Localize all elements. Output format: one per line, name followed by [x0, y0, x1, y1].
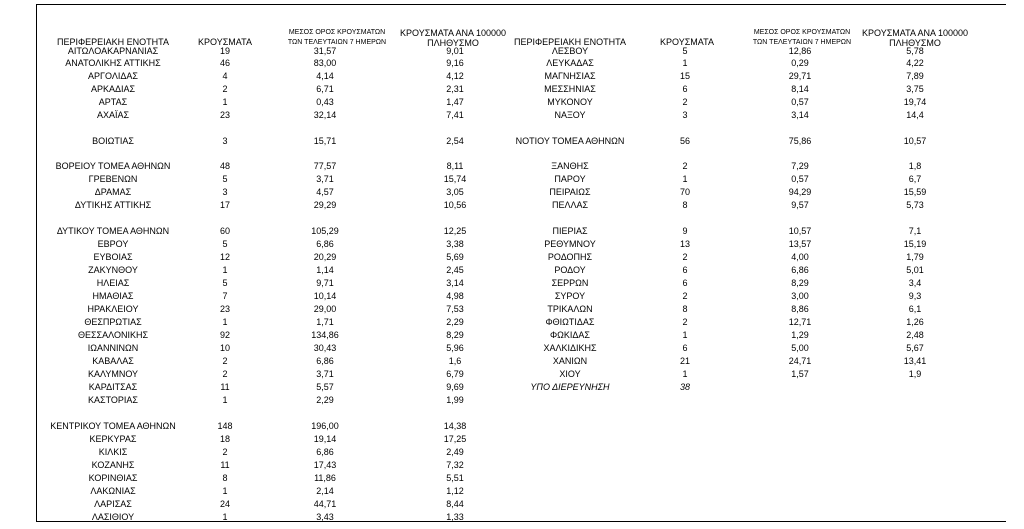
cell-avg: 31,57 — [313, 46, 337, 56]
cell-cases: 92 — [219, 330, 230, 340]
cell-cases: 15 — [679, 71, 690, 81]
header-per100k-left: ΚΡΟΥΣΜΑΤΑ ΑΝΑ 100000 ΠΛΗΘΥΣΜΟ — [400, 28, 506, 48]
cell-avg: 12,71 — [788, 317, 812, 327]
cell-per100k: 7,89 — [906, 71, 924, 81]
cell-cases: 2 — [682, 97, 688, 107]
cell-avg: 6,86 — [316, 447, 334, 457]
cell-name: ΚΑΣΤΟΡΙΑΣ — [88, 395, 138, 405]
header-per100k-right: ΚΡΟΥΣΜΑΤΑ ΑΝΑ 100000 ΠΛΗΘΥΣΜΟ — [862, 28, 968, 48]
cell-per100k: 15,74 — [443, 174, 467, 184]
cell-avg: 11,86 — [314, 473, 336, 483]
cell-avg: 4,57 — [316, 187, 334, 197]
cell-cases: 3 — [222, 136, 228, 146]
cell-avg: 94,29 — [788, 187, 812, 197]
cell-avg: 1,57 — [791, 369, 809, 379]
cell-per100k: 14,38 — [443, 421, 467, 431]
cell-name: ΧΑΛΚΙΔΙΚΗΣ — [543, 343, 597, 353]
cell-name: ΠΙΕΡΙΑΣ — [552, 226, 588, 236]
cell-per100k: 15,59 — [903, 187, 927, 197]
cell-name: ΚΟΡΙΝΘΙΑΣ — [88, 473, 138, 483]
cell-avg: 5,00 — [791, 343, 809, 353]
cell-name: ΣΥΡΟΥ — [554, 291, 586, 301]
cell-avg: 1,14 — [316, 265, 334, 275]
cell-avg: 9,57 — [791, 200, 809, 210]
cell-cases: 48 — [219, 161, 230, 171]
cell-cases: 56 — [679, 136, 690, 146]
cell-cases: 24 — [219, 499, 230, 509]
cell-cases: 1 — [682, 58, 688, 68]
cell-per100k: 17,25 — [443, 434, 467, 444]
cell-per100k: 3,4 — [908, 278, 922, 288]
cell-name: ΚΟΖΑΝΗΣ — [91, 460, 135, 470]
header-cases-left: ΚΡΟΥΣΜΑΤΑ — [198, 37, 252, 47]
cell-per100k: 7,1 — [908, 226, 922, 236]
cell-per100k: 5,78 — [906, 46, 924, 56]
cell-cases: 11 — [220, 382, 230, 392]
cell-cases: 2 — [682, 252, 688, 262]
cell-name: ΦΘΙΩΤΙΔΑΣ — [545, 317, 595, 327]
cell-avg: 3,14 — [791, 110, 809, 120]
cell-avg: 10,14 — [313, 291, 337, 301]
cell-cases: 23 — [219, 110, 230, 120]
cell-avg: 24,71 — [788, 356, 812, 366]
cell-avg: 44,71 — [313, 499, 337, 509]
cell-name: ΚΑΡΔΙΤΣΑΣ — [88, 382, 138, 392]
cell-per100k: 5,73 — [906, 200, 924, 210]
cell-cases: 8 — [682, 304, 688, 314]
cell-per100k: 1,99 — [446, 395, 464, 405]
cell-avg: 12,86 — [788, 46, 812, 56]
cell-cases: 1 — [222, 486, 228, 496]
header-region-right: ΠΕΡΙΦΕΡΕΙΑΚΗ ΕΝΟΤΗΤΑ — [513, 37, 627, 47]
cell-cases: 8 — [222, 473, 228, 483]
cell-per100k: 6,7 — [908, 174, 922, 184]
cell-cases: 3 — [682, 110, 688, 120]
cell-avg: 7,29 — [791, 161, 809, 171]
cell-name: ΑΡΚΑΔΙΑΣ — [90, 84, 136, 94]
cell-per100k: 3,38 — [446, 239, 464, 249]
cell-per100k: 8,11 — [446, 161, 464, 171]
cell-cases: 6 — [682, 84, 688, 94]
cell-name: ΤΡΙΚΑΛΩΝ — [547, 304, 593, 314]
cell-per100k: 9,3 — [908, 291, 922, 301]
cell-cases: 1 — [682, 174, 688, 184]
cell-per100k: 7,41 — [446, 110, 464, 120]
cell-avg: 3,71 — [316, 369, 334, 379]
cell-avg: 5,57 — [316, 382, 334, 392]
cell-avg: 6,86 — [316, 356, 334, 366]
cell-name: ΡΟΔΟΠΗΣ — [547, 252, 593, 262]
cell-per100k: 2,49 — [446, 447, 464, 457]
cell-avg: 30,43 — [313, 343, 337, 353]
cell-per100k: 5,01 — [906, 265, 924, 275]
cell-name: ΛΑΣΙΘΙΟΥ — [91, 512, 135, 522]
cell-name: ΑΝΑΤΟΛΙΚΗΣ ΑΤΤΙΚΗΣ — [65, 58, 161, 68]
cell-cases: 5 — [222, 239, 228, 249]
cell-avg: 2,29 — [316, 395, 334, 405]
cell-cases: 6 — [682, 278, 688, 288]
cell-avg: 32,14 — [313, 110, 337, 120]
cell-avg: 6,86 — [791, 265, 809, 275]
cell-per100k: 4,98 — [446, 291, 464, 301]
cell-per100k: 1,33 — [446, 512, 464, 522]
cell-name: ΣΕΡΡΩΝ — [551, 278, 589, 288]
cell-name: ΙΩΑΝΝΙΝΩΝ — [87, 343, 139, 353]
cell-per100k: 9,69 — [446, 382, 464, 392]
cell-cases: 6 — [682, 343, 688, 353]
cell-per100k: 1,47 — [446, 97, 464, 107]
cell-avg: 75,86 — [788, 136, 812, 146]
cell-cases: 2 — [222, 356, 228, 366]
cell-name: ΔΡΑΜΑΣ — [94, 187, 132, 197]
cell-name: ΜΕΣΣΗΝΙΑΣ — [544, 84, 596, 94]
cell-avg: 13,57 — [788, 239, 812, 249]
cell-per100k: 12,25 — [443, 226, 467, 236]
cell-name: ΔΥΤΙΚΗΣ ΑΤΤΙΚΗΣ — [74, 200, 152, 210]
cell-avg: 105,29 — [311, 226, 339, 236]
cell-per100k: 2,54 — [446, 136, 464, 146]
cell-per100k: 6,1 — [908, 304, 922, 314]
cell-avg: 196,00 — [311, 421, 339, 431]
cell-cases: 17 — [219, 200, 230, 210]
cell-per100k: 14,4 — [906, 110, 924, 120]
cell-avg: 3,00 — [791, 291, 809, 301]
cell-name: ΒΟΡΕΙΟΥ ΤΟΜΕΑ ΑΘΗΝΩΝ — [55, 161, 171, 171]
cell-name: ΞΑΝΘΗΣ — [551, 161, 589, 171]
cell-cases: 9 — [682, 226, 688, 236]
cell-cases: 12 — [219, 252, 230, 262]
cell-cases: 13 — [679, 239, 690, 249]
cell-name: ΠΕΛΛΑΣ — [551, 200, 589, 210]
cell-avg: 83,00 — [313, 58, 337, 68]
cell-name: ΑΡΓΟΛΙΔΑΣ — [88, 71, 138, 81]
cell-cases: 8 — [682, 200, 688, 210]
cell-cases: 2 — [682, 317, 688, 327]
cell-name: ΡΟΔΟΥ — [554, 265, 586, 275]
cell-per100k: 6,79 — [446, 369, 464, 379]
cell-avg: 29,00 — [313, 304, 337, 314]
cell-avg: 8,86 — [791, 304, 809, 314]
cell-per100k: 10,57 — [903, 136, 927, 146]
cell-name: ΚΕΝΤΡΙΚΟΥ ΤΟΜΕΑ ΑΘΗΝΩΝ — [50, 421, 176, 431]
cell-cases: 1 — [682, 369, 688, 379]
cell-name: ΠΑΡΟΥ — [554, 174, 586, 184]
cell-per100k: 2,45 — [446, 265, 464, 275]
left-rule — [36, 4, 37, 522]
cell-name: ΔΥΤΙΚΟΥ ΤΟΜΕΑ ΑΘΗΝΩΝ — [56, 226, 170, 236]
cell-name: ΝΟΤΙΟΥ ΤΟΜΕΑ ΑΘΗΝΩΝ — [515, 136, 625, 146]
cell-avg: 8,29 — [791, 278, 809, 288]
cell-per100k: 13,41 — [903, 356, 927, 366]
cell-name: ΘΕΣΣΑΛΟΝΙΚΗΣ — [77, 330, 149, 340]
cell-per100k: 7,53 — [446, 304, 464, 314]
cell-per100k: 1,9 — [908, 369, 922, 379]
cell-avg: 6,86 — [316, 239, 334, 249]
cell-name: ΚΑΛΥΜΝΟΥ — [87, 369, 139, 379]
cell-cases: 38 — [679, 382, 690, 392]
cell-name: ΝΑΞΟΥ — [554, 110, 586, 120]
cell-name: ΧΙΟΥ — [559, 369, 581, 379]
cell-avg: 29,29 — [313, 200, 337, 210]
cell-cases: 19 — [219, 46, 230, 56]
cell-per100k: 1,79 — [906, 252, 924, 262]
cell-avg: 1,71 — [316, 317, 334, 327]
cell-cases: 18 — [219, 434, 230, 444]
cell-cases: 60 — [219, 226, 230, 236]
cell-per100k: 1,8 — [908, 161, 922, 171]
cell-cases: 2 — [682, 291, 688, 301]
cell-cases: 2 — [222, 447, 228, 457]
cell-cases: 1 — [222, 512, 228, 522]
header-region-left: ΠΕΡΙΦΕΡΕΙΑΚΗ ΕΝΟΤΗΤΑ — [56, 37, 170, 47]
cell-per100k: 9,16 — [446, 58, 464, 68]
cell-name: ΗΡΑΚΛΕΙΟΥ — [87, 304, 139, 314]
cell-name: ΛΕΥΚΑΔΑΣ — [546, 58, 594, 68]
cell-name: ΕΥΒΟΙΑΣ — [93, 252, 133, 262]
cell-cases: 5 — [222, 278, 228, 288]
cell-avg: 0,29 — [791, 58, 809, 68]
cell-avg: 20,29 — [313, 252, 337, 262]
cell-name: ΠΕΙΡΑΙΩΣ — [549, 187, 591, 197]
cell-per100k: 7,32 — [446, 460, 464, 470]
cell-name: ΘΕΣΠΡΩΤΙΑΣ — [84, 317, 142, 327]
cell-name: ΛΕΣΒΟΥ — [551, 46, 589, 56]
cell-avg: 4,00 — [791, 252, 809, 262]
cell-cases: 23 — [219, 304, 230, 314]
cell-cases: 5 — [682, 46, 688, 56]
cell-avg: 2,14 — [316, 486, 334, 496]
cell-avg: 6,71 — [316, 84, 334, 94]
cell-avg: 4,14 — [316, 71, 334, 81]
cell-per100k: 3,75 — [906, 84, 924, 94]
cell-per100k: 9,01 — [446, 46, 464, 56]
cell-avg: 8,14 — [791, 84, 809, 94]
cell-cases: 7 — [222, 291, 228, 301]
cell-name: ΑΡΤΑΣ — [98, 97, 128, 107]
cell-name: ΦΩΚΙΔΑΣ — [550, 330, 590, 340]
cell-cases: 1 — [222, 317, 228, 327]
cell-name: ΜΑΓΝΗΣΙΑΣ — [544, 71, 596, 81]
cell-avg: 77,57 — [313, 161, 337, 171]
cell-per100k: 4,22 — [906, 58, 924, 68]
cell-name: ΖΑΚΥΝΘΟΥ — [88, 265, 138, 275]
cell-avg: 10,57 — [788, 226, 812, 236]
cell-name: ΥΠΟ ΔΙΕΡΕΥΝΗΣΗ — [530, 382, 610, 392]
cell-cases: 1 — [682, 330, 688, 340]
header-cases-right: ΚΡΟΥΣΜΑΤΑ — [660, 37, 714, 47]
cell-cases: 46 — [219, 58, 230, 68]
cell-avg: 0,43 — [316, 97, 334, 107]
header-avg-right: ΜΕΣΟΣ ΟΡΟΣ ΚΡΟΥΣΜΑΤΩΝ ΤΩΝ ΤΕΛΕΥΤΑΙΩΝ 7 ΗΜΕΡΩΝ — [752, 29, 852, 46]
cell-name: ΧΑΝΙΩΝ — [552, 356, 588, 366]
cell-avg: 1,29 — [791, 330, 809, 340]
cell-per100k: 3,05 — [446, 187, 464, 197]
cell-per100k: 19,74 — [903, 97, 927, 107]
cell-cases: 3 — [222, 187, 228, 197]
cell-cases: 1 — [222, 97, 228, 107]
cell-avg: 3,43 — [316, 512, 334, 522]
cell-name: ΚΙΛΚΙΣ — [98, 447, 128, 457]
cell-avg: 15,71 — [313, 136, 337, 146]
cell-cases: 21 — [679, 356, 690, 366]
cell-cases: 2 — [682, 161, 688, 171]
cell-cases: 4 — [222, 71, 228, 81]
cell-name: ΛΑΚΩΝΙΑΣ — [90, 486, 136, 496]
cell-name: ΒΟΙΩΤΙΑΣ — [92, 136, 134, 146]
cell-avg: 17,43 — [313, 460, 337, 470]
cell-per100k: 8,44 — [446, 499, 464, 509]
cell-name: ΡΕΘΥΜΝΟΥ — [544, 239, 596, 249]
cell-cases: 11 — [220, 460, 230, 470]
top-rule — [36, 4, 1006, 5]
cell-avg: 134,86 — [311, 330, 339, 340]
cell-avg: 3,71 — [316, 174, 334, 184]
cell-cases: 5 — [222, 174, 228, 184]
cell-per100k: 2,29 — [446, 317, 464, 327]
header-avg-left: ΜΕΣΟΣ ΟΡΟΣ ΚΡΟΥΣΜΑΤΩΝ ΤΩΝ ΤΕΛΕΥΤΑΙΩΝ 7 ΗΜΕΡΩΝ — [287, 29, 387, 46]
cell-cases: 70 — [679, 187, 690, 197]
cell-per100k: 1,12 — [446, 486, 464, 496]
cell-name: ΜΥΚΟΝΟΥ — [547, 97, 593, 107]
cell-name: ΚΕΡΚΥΡΑΣ — [89, 434, 137, 444]
cell-cases: 6 — [682, 265, 688, 275]
cell-per100k: 1,26 — [906, 317, 924, 327]
cell-per100k: 2,31 — [446, 84, 464, 94]
cell-cases: 1 — [222, 265, 228, 275]
cell-name: ΑΙΤΩΛΟΑΚΑΡΝΑΝΙΑΣ — [67, 46, 159, 56]
cell-name: ΚΑΒΑΛΑΣ — [92, 356, 134, 366]
cell-name: ΛΑΡΙΣΑΣ — [94, 499, 132, 509]
cell-per100k: 15,19 — [903, 239, 927, 249]
cell-avg: 9,71 — [316, 278, 334, 288]
cell-per100k: 4,12 — [446, 71, 464, 81]
cell-name: ΗΜΑΘΙΑΣ — [92, 291, 134, 301]
cell-cases: 2 — [222, 84, 228, 94]
cell-per100k: 1,6 — [448, 356, 462, 366]
cell-avg: 0,57 — [791, 97, 809, 107]
cell-per100k: 5,69 — [446, 252, 464, 262]
cell-avg: 0,57 — [791, 174, 809, 184]
cell-per100k: 5,51 — [446, 473, 464, 483]
cell-per100k: 2,48 — [906, 330, 924, 340]
cell-cases: 148 — [217, 421, 233, 431]
cell-cases: 2 — [222, 369, 228, 379]
cell-name: ΕΒΡΟΥ — [97, 239, 129, 249]
cell-per100k: 5,67 — [906, 343, 924, 353]
cell-per100k: 5,96 — [446, 343, 464, 353]
cell-avg: 29,71 — [788, 71, 812, 81]
cell-per100k: 10,56 — [443, 200, 467, 210]
cell-name: ΑΧΑΪΑΣ — [96, 110, 130, 120]
cell-per100k: 8,29 — [446, 330, 464, 340]
cell-per100k: 3,14 — [446, 278, 464, 288]
cell-cases: 1 — [222, 395, 228, 405]
cell-name: ΗΛΕΙΑΣ — [96, 278, 130, 288]
cell-cases: 10 — [219, 343, 230, 353]
cell-avg: 19,14 — [313, 434, 337, 444]
cell-name: ΓΡΕΒΕΝΩΝ — [88, 174, 138, 184]
